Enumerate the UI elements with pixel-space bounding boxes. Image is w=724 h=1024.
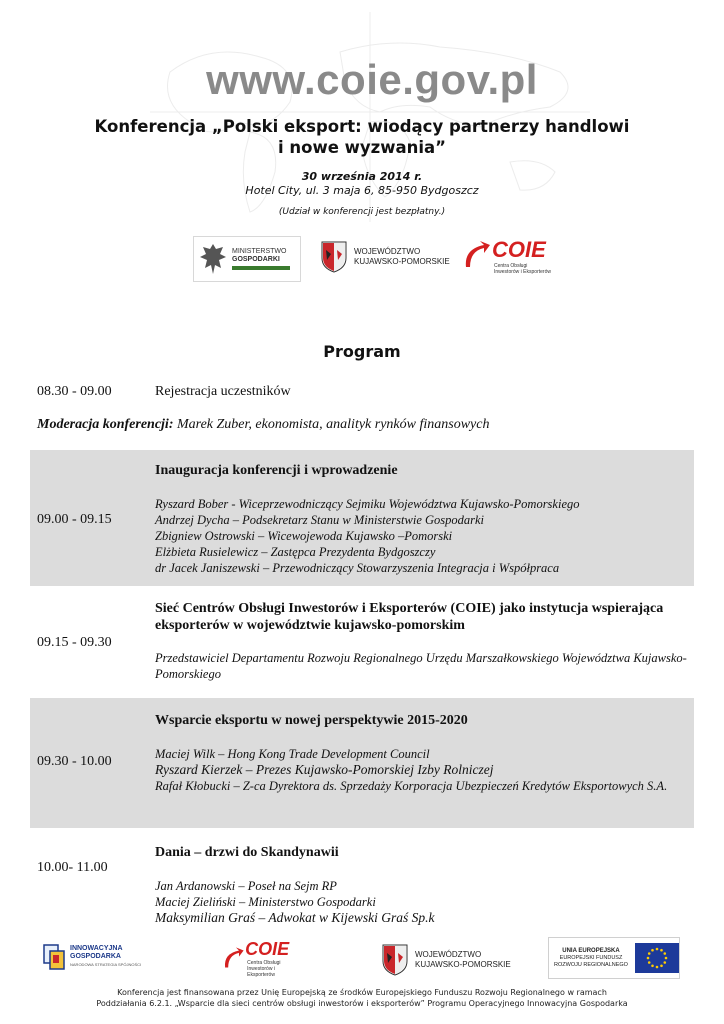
session-title: Dania – drzwi do Skandynawii (155, 845, 339, 860)
coie-swoosh-icon (222, 945, 245, 973)
coie-sub-line1: Centra Obsługi (247, 960, 281, 966)
session-time: 09.00 - 09.15 (37, 512, 112, 527)
eu-star-icon (663, 952, 666, 955)
session-title: Sieć Centrów Obsługi Inwestorów i Eksporterów (COIE) jako instytucja wspierająca eksporterów w województwie kujawsko-pomorskim (155, 601, 664, 633)
eu-star-icon (656, 966, 659, 969)
eu-star-icon (665, 957, 668, 960)
innovative-economy-mark-icon (42, 943, 66, 971)
session-speakers (155, 496, 690, 576)
eu-fund-logo (548, 937, 680, 979)
voivodeship-shield-icon (320, 240, 348, 274)
eu-line3: ROZWOJU REGIONALNEGO (554, 961, 628, 968)
program-session (30, 588, 694, 696)
speaker: Maciej Wilk – Hong Kong Trade Development Council (155, 747, 430, 761)
session-speakers (155, 746, 690, 794)
eu-star-icon (647, 957, 650, 960)
session-speakers (155, 650, 690, 682)
speaker: Przedstawiciel Departamentu Rozwoju Regionalnego Urzędu Marszałkowskiego Województwa Kujawsko-Pomorskiego (155, 651, 687, 681)
coie-mark: COIE (492, 237, 546, 262)
session-title: Inauguracja konferencji i wprowadzenie (155, 463, 398, 478)
voivodeship-logo-bottom (381, 943, 511, 977)
program-session (30, 838, 694, 930)
coie-mark: COIE (245, 939, 290, 959)
voivodeship-shield-icon (381, 943, 409, 977)
partner-logos-top (0, 228, 724, 288)
voivodeship-line1: WOJEWÓDZTWO (354, 247, 421, 256)
innovative-economy-logo (42, 943, 141, 971)
voivodeship-logo (320, 240, 450, 274)
moderation-value: Marek Zuber, ekonomista, analityk rynków finansowych (173, 417, 490, 432)
speaker: Ryszard Bober - Wiceprzewodniczący Sejmiku Województwa Kujawsko-Pomorskiego (155, 497, 580, 511)
site-url: www.coie.gov.pl (206, 56, 538, 103)
partner-logos-bottom (0, 935, 724, 985)
voivodeship-line2: KUJAWSKO-POMORSKIE (415, 960, 511, 969)
ministry-logo (193, 236, 301, 282)
ig-line1: INNOWACYJNA (70, 945, 123, 952)
eu-star-icon (648, 961, 651, 964)
eu-star-icon (651, 949, 654, 952)
eu-star-icon (660, 964, 663, 967)
speaker: Rafał Kłobucki – Z-ca Dyrektora ds. Sprzedaży Korporacja Ubezpieczeń Kredytów Eksportowych S.A. (155, 779, 668, 793)
innovative-economy-text (70, 945, 141, 969)
moderation-line (37, 417, 489, 433)
voivodeship-line1: WOJEWÓDZTWO (415, 950, 482, 959)
eagle-emblem-icon (198, 241, 228, 277)
coie-logo-bottom (222, 939, 302, 978)
ministry-green-bar (232, 266, 290, 270)
eu-star-icon (663, 961, 666, 964)
coie-logo-text (492, 237, 551, 275)
voivodeship-logo-text (354, 247, 450, 267)
coie-sub-line2: Inwestorów i Eksporterów (494, 269, 551, 275)
eu-star-icon (656, 948, 659, 951)
program-session (30, 450, 694, 586)
speaker: Zbigniew Ostrowski – Wicewojewoda Kujawsko –Pomorski (155, 529, 453, 543)
registration-time: 08.30 - 09.00 (37, 384, 112, 399)
participation-note: (Udział w konferencji jest bezpłatny.) (278, 207, 446, 217)
session-time: 09.15 - 09.30 (37, 635, 112, 650)
voivodeship-logo-text (415, 950, 511, 970)
eu-flag-icon (635, 943, 679, 973)
speaker: dr Jacek Janiszewski – Przewodniczący Stowarzyszenia Integracja i Współpraca (155, 561, 560, 575)
voivodeship-line2: KUJAWSKO-POMORSKIE (354, 257, 450, 266)
coie-sub-line2: Inwestorów i Eksporterów (247, 966, 275, 978)
coie-logo (462, 228, 564, 284)
speaker: Ryszard Kierzek – Prezes Kujawsko-Pomorskiej Izby Rolniczej (155, 762, 494, 777)
speaker: Elżbieta Rusielewicz – Zastępca Prezydenta Bydgoszczy (155, 545, 436, 559)
coie-bottom-text (245, 939, 302, 978)
eu-star-icon (660, 949, 663, 952)
conference-venue: Hotel City, ul. 3 maja 6, 85-950 Bydgoszcz (245, 184, 479, 197)
eu-star-icon (648, 952, 651, 955)
conference-title-line1: Konferencja „Polski eksport: wiodący partnerzy handlowi (94, 117, 630, 136)
speaker: Andrzej Dycha – Podsekretarz Stanu w Ministerstwie Gospodarki (155, 513, 485, 527)
eu-line2: EUROPEJSKI FUNDUSZ (559, 954, 623, 961)
funding-line2: Poddziałania 6.2.1. „Wsparcie dla sieci centrów obsługi inwestorów i eksporterów” Programu Operacyjnego Innowacyjna Gospodarka (96, 999, 628, 1008)
coie-swoosh-icon (462, 239, 492, 273)
session-time: 10.00- 11.00 (37, 860, 108, 875)
ministry-line1: MINISTERSTWO (232, 248, 287, 255)
speaker: Maksymilian Graś – Adwokat w Kijewski Graś Sp.k (155, 910, 435, 925)
ig-sub: NARODOWA STRATEGIA SPÓJNOŚCI (70, 962, 142, 967)
moderation-label: Moderacja konferencji: (37, 417, 174, 432)
ministry-logo-text (232, 248, 290, 270)
ig-line2: GOSPODARKA (70, 953, 121, 960)
funding-line1: Konferencja jest finansowana przez Unię Europejską ze środków Europejskiego Funduszu Rozwoju Regionalnego w ramach (117, 988, 607, 997)
conference-title-line2: i nowe wyzwania” (277, 138, 447, 157)
speaker: Jan Ardanowski – Poseł na Sejm RP (155, 879, 337, 893)
session-speakers (155, 878, 690, 926)
eu-line1: UNIA EUROPEJSKA (562, 947, 620, 954)
program-session (30, 698, 694, 828)
eu-fund-text (549, 948, 633, 969)
conference-title (60, 116, 664, 158)
funding-statement (0, 987, 724, 1009)
program-heading: Program (323, 342, 401, 361)
session-time: 09.30 - 10.00 (37, 754, 112, 769)
eu-star-icon (651, 964, 654, 967)
conference-date: 30 września 2014 r. (301, 170, 423, 183)
registration-label: Rejestracja uczestników (155, 384, 291, 399)
coie-sub-line1: Centra Obsługi (494, 263, 528, 269)
speaker: Maciej Zieliński – Ministerstwo Gospodarki (155, 895, 376, 909)
session-title: Wsparcie eksportu w nowej perspektywie 2015-2020 (155, 713, 468, 728)
ministry-line2: GOSPODARKI (232, 256, 280, 263)
